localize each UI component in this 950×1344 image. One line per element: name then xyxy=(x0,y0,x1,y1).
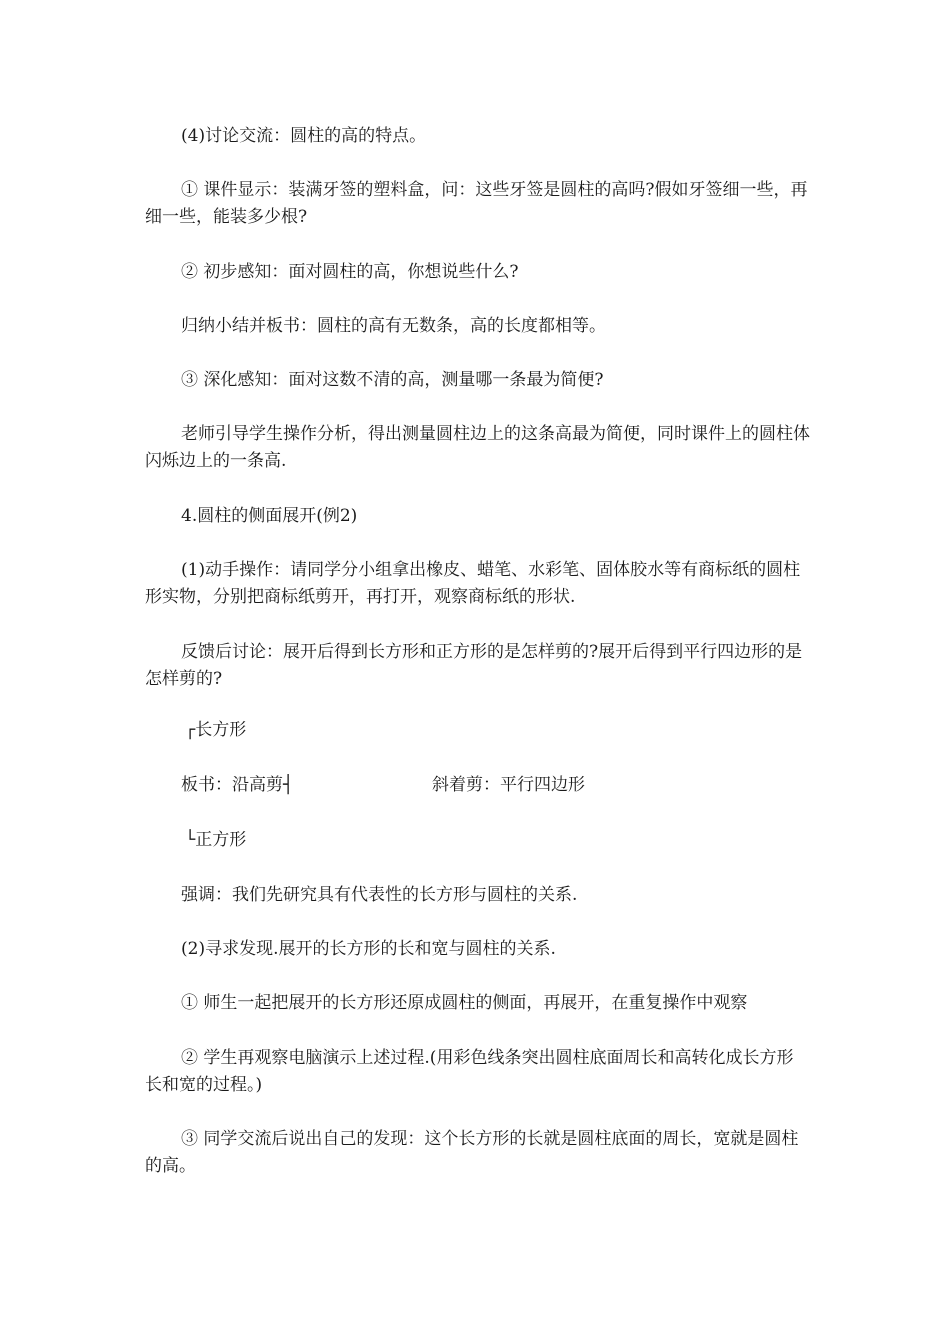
board-cut-along-height: 板书：沿高剪┤ xyxy=(181,775,294,795)
paragraph-computer-demo: ② 学生再观察电脑演示上述过程.(用彩色线条突出圆柱底面周长和高转化成长方形长和宽的过程。) xyxy=(145,1048,794,1095)
paragraph-emphasis: 强调：我们先研究具有代表性的长方形与圆柱的关系. xyxy=(181,885,578,905)
paragraph-discussion-heading: (4)讨论交流：圆柱的高的特点。 xyxy=(181,126,427,146)
section-heading-side-unfold: 4.圆柱的侧面展开(例2) xyxy=(181,506,358,526)
paragraph-deepen-perception: ③ 深化感知：面对这数不清的高，测量哪一条最为简便? xyxy=(181,370,604,390)
paragraph-initial-perception: ② 初步感知：面对圆柱的高，你想说些什么? xyxy=(181,262,519,282)
paragraph-student-findings: ③ 同学交流后说出自己的发现：这个长方形的长就是圆柱底面的周长，宽就是圆柱的高。 xyxy=(145,1129,799,1176)
paragraph-feedback-discussion: 反馈后讨论：展开后得到长方形和正方形的是怎样剪的?展开后得到平行四边形的是怎样剪的? xyxy=(145,642,803,689)
paragraph-courseware-display: ① 课件显示：装满牙签的塑料盒，问：这些牙签是圆柱的高吗?假如牙签细一些，再细一些，能装多少根? xyxy=(145,180,808,227)
paragraph-summary: 归纳小结并板书：圆柱的高有无数条，高的长度都相等。 xyxy=(181,316,606,336)
board-slant-cut: 斜着剪：平行四边形 xyxy=(432,775,585,795)
board-branch-square: └正方形 xyxy=(185,830,247,850)
paragraph-restore-cylinder: ① 师生一起把展开的长方形还原成圆柱的侧面，再展开，在重复操作中观察 xyxy=(181,993,748,1013)
paragraph-teacher-guide: 老师引导学生操作分析，得出测量圆柱边上的这条高最为简便，同时课件上的圆柱体闪烁边上的一条高. xyxy=(145,424,810,471)
board-branch-rectangle: ┌长方形 xyxy=(185,720,247,740)
paragraph-hands-on: (1)动手操作：请同学分小组拿出橡皮、蜡笔、水彩笔、固体胶水等有商标纸的圆柱形实物，分别把商标纸剪开，再打开，观察商标纸的形状. xyxy=(145,560,801,607)
paragraph-seek-discovery: (2)寻求发现.展开的长方形的长和宽与圆柱的关系. xyxy=(181,939,556,959)
